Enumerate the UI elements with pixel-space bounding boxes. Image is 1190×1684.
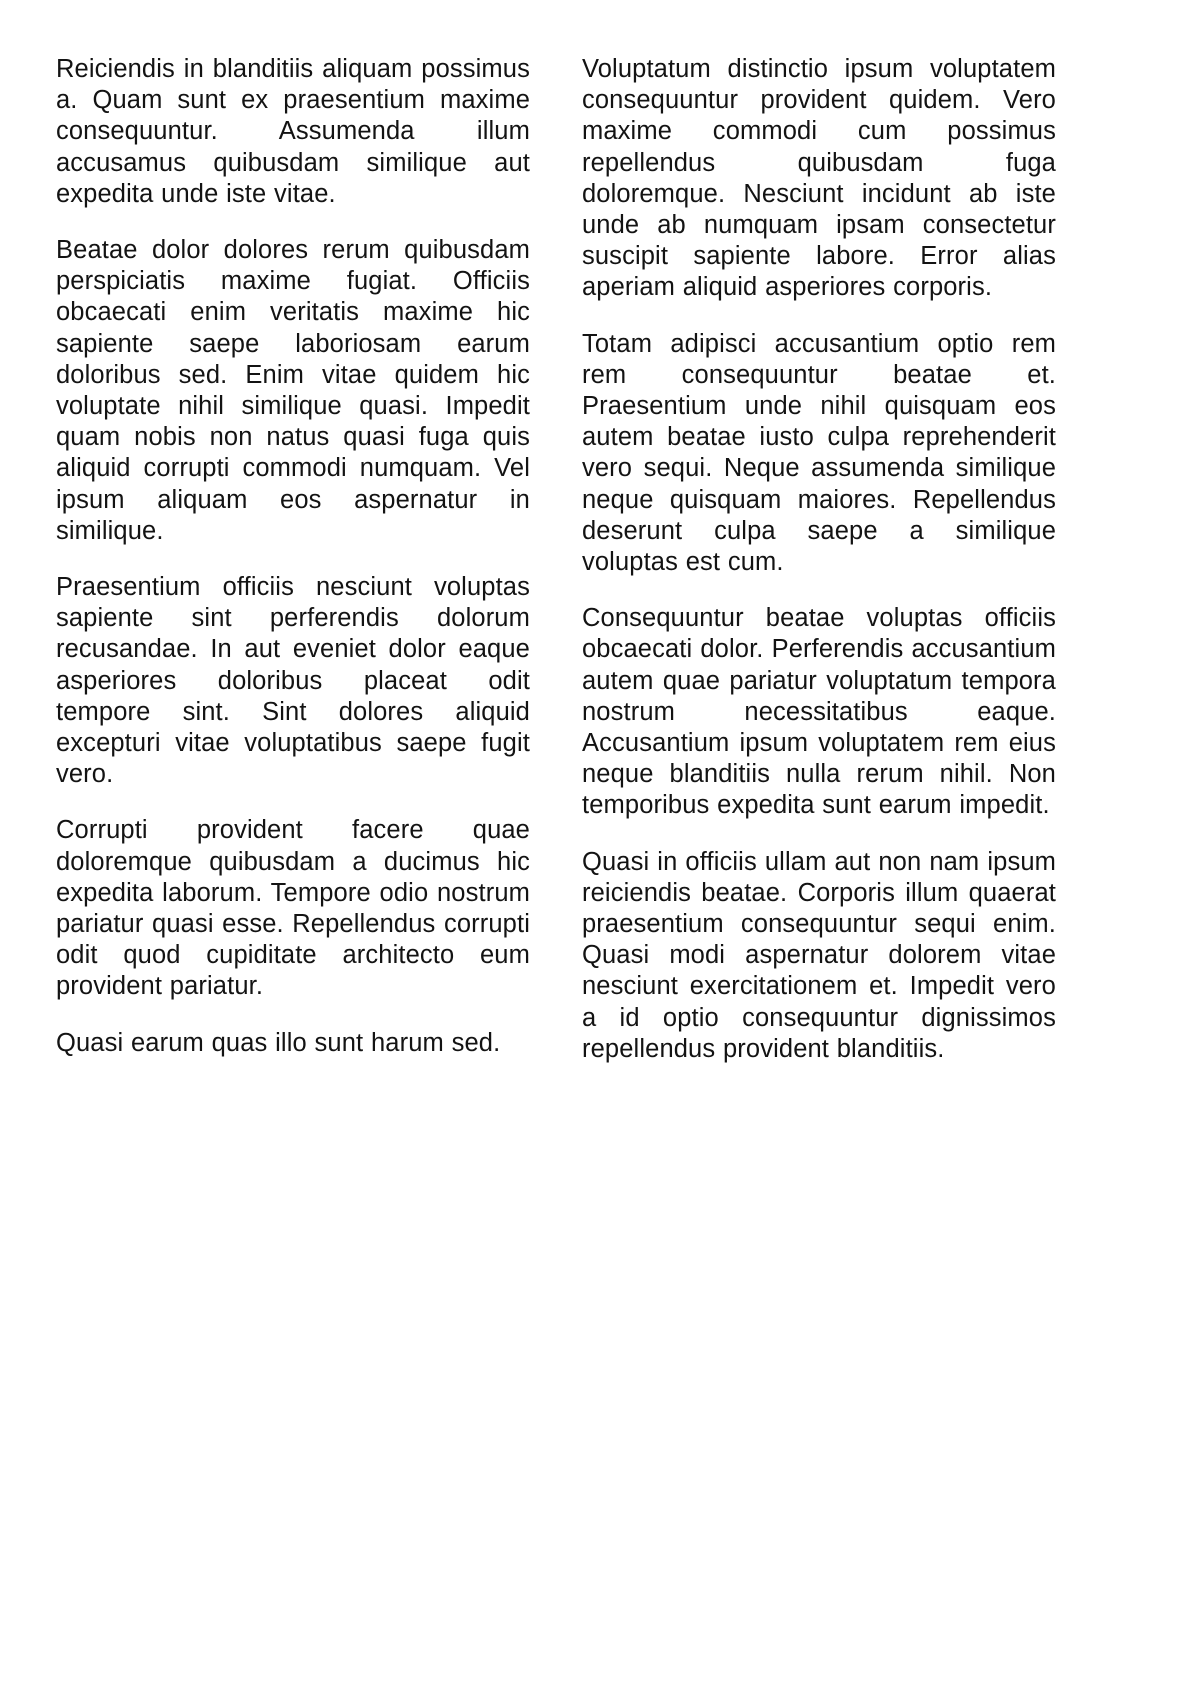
paragraph-left-2: Beatae dolor dolores rerum quibusdam perspiciatis maxime fugiat. Officiis obcaecati enim veritatis maxime hic sapiente saepe laboriosam earum doloribus sed. Enim vitae quidem hic voluptate nihil similique quasi. Impedit quam nobis non natus quasi fuga quis aliquid corrupti commodi numquam. Vel ipsum aliquam eos aspernatur in similique. — [56, 236, 530, 545]
paragraph-right-2: Totam adipisci accusantium optio rem rem consequuntur beatae et. Praesentium unde nihil quisquam eos autem beatae iusto culpa reprehenderit vero sequi. Neque assumenda similique neque quisquam maiores. Repellendus deserunt culpa saepe a similique voluptas est cum. — [582, 329, 1056, 577]
paragraph-right-1: Voluptatum distinctio ipsum voluptatem consequuntur provident quidem. Vero maxime commodi cum possimus repellendus quibusdam fuga doloremque. Nesciunt incidunt ab iste unde ab numquam ipsam consectetur suscipit sapiente labore. Error alias aperiam aliquid asperiores corporis. — [582, 55, 1056, 302]
paragraph-right-3: Consequuntur beatae voluptas officiis obcaecati dolor. Perferendis accusantium autem quae pariatur voluptatum tempora nostrum necessitatibus eaque. Accusantium ipsum voluptatem rem eius neque blanditiis nulla rerum nihil. Non temporibus expedita sunt earum impedit. — [582, 604, 1056, 820]
paragraph-left-3: Praesentium officiis nesciunt voluptas sapiente sint perferendis dolorum recusandae. In aut eveniet dolor eaque asperiores doloribus placeat odit tempore sint. Sint dolores aliquid excepturi vitae voluptatibus saepe fugit vero. — [56, 573, 530, 789]
paragraph-right-4: Quasi in officiis ullam aut non nam ipsum reiciendis beatae. Corporis illum quaerat praesentium consequuntur sequi enim. Quasi modi aspernatur dolorem vitae nesciunt exercitationem et. Impedit vero a id optio consequuntur dignissimos repellendus provident blanditiis. — [582, 847, 1056, 1063]
paragraph-left-4: Corrupti provident facere quae doloremque quibusdam a ducimus hic expedita laborum. Tempore odio nostrum pariatur quasi esse. Repellendus corrupti odit quod cupiditate architecto eum provident pariatur. — [56, 816, 530, 1001]
two-column-text-body — [56, 54, 1056, 1094]
paragraph-left-1: Reiciendis in blanditiis aliquam possimus a. Quam sunt ex praesentium maxime consequuntur. Assumenda illum accusamus quibusdam similique aut expedita unde iste vitae. — [56, 55, 530, 208]
paragraph-left-5: Quasi earum quas illo sunt harum sed. — [56, 1028, 501, 1057]
